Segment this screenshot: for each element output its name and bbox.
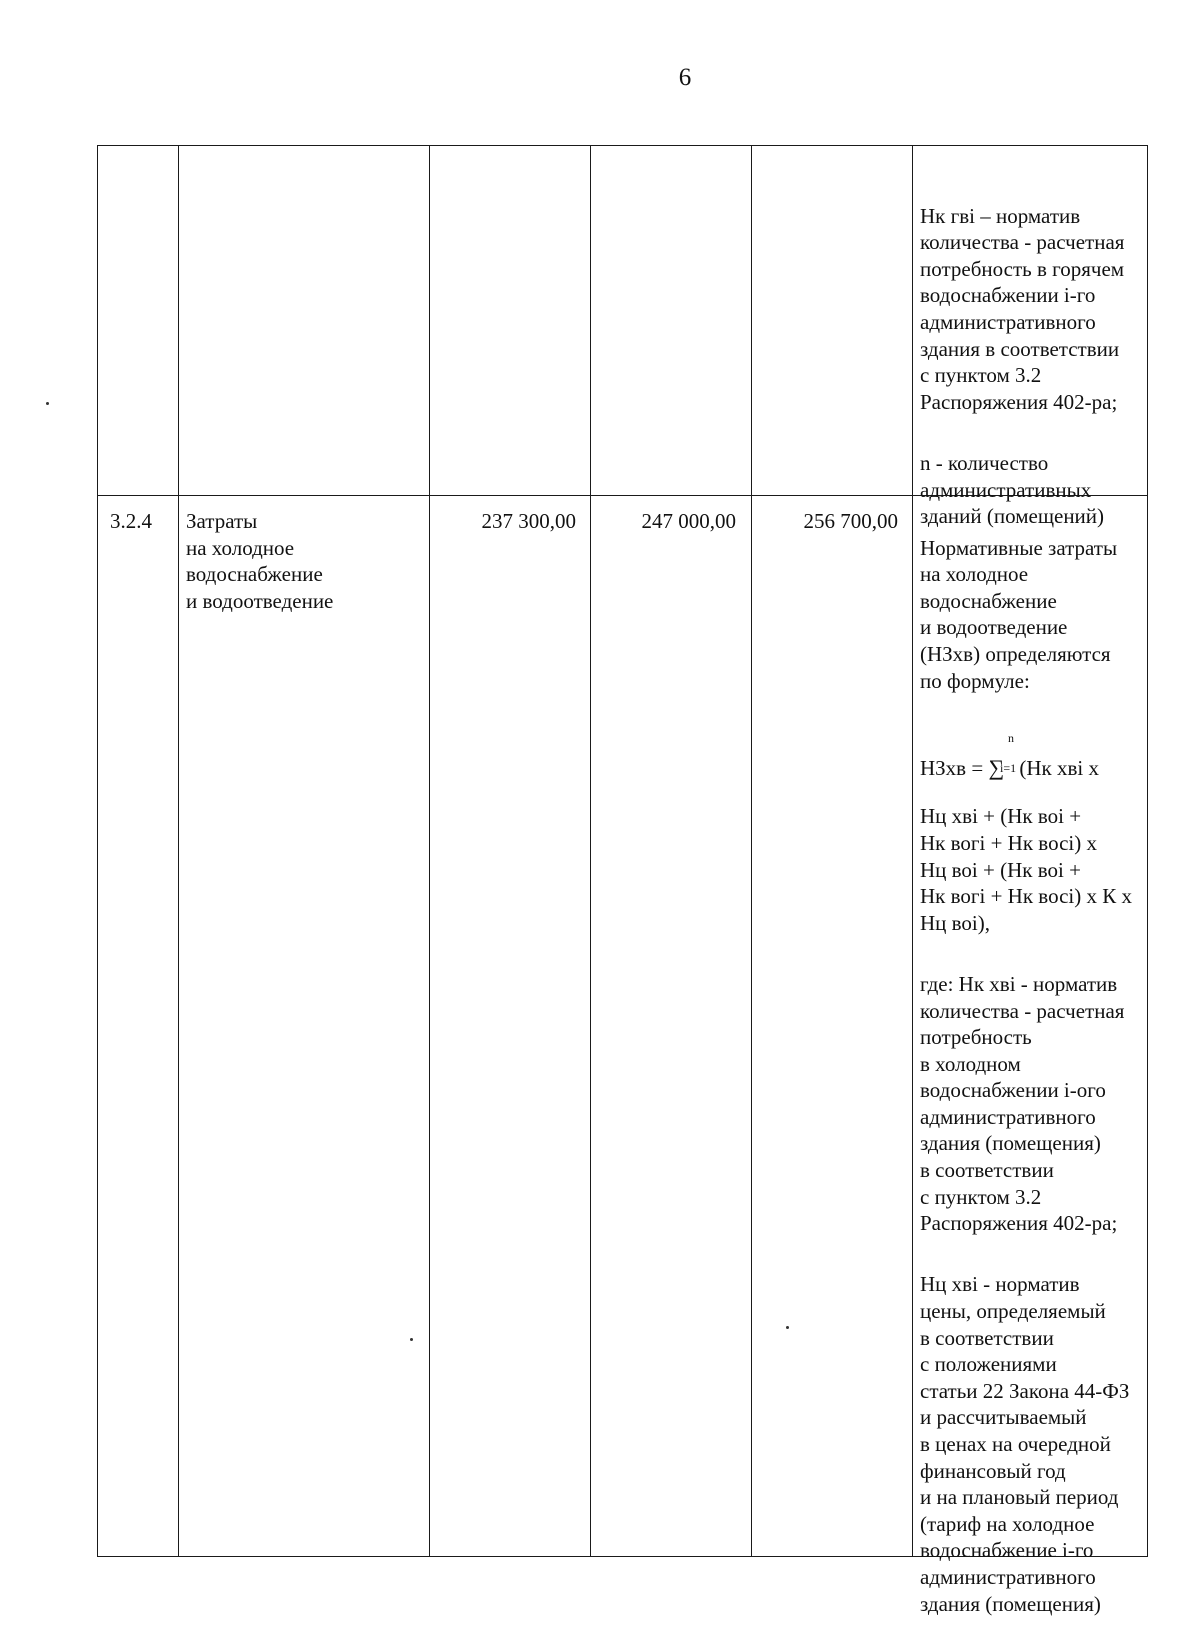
- formula-rhs: (Нк хві х: [1014, 756, 1100, 781]
- column-divider: [751, 146, 752, 1556]
- amount-year-2: 247 000,00: [641, 509, 736, 533]
- amount-year-1: 237 300,00: [481, 509, 576, 533]
- continued-description-cell: [920, 176, 1148, 564]
- formula: [920, 729, 1148, 781]
- formula-intro: Нормативные затраты на холодное водоснабжение и водоотведение (НЗхв) определяются по формуле:: [920, 535, 1118, 693]
- sum-upper-limit: n: [1008, 730, 1014, 745]
- budget-table: [97, 145, 1148, 1616]
- page-number: 6: [678, 64, 692, 91]
- description-paragraph: n - количество административных зданий (помещений): [920, 450, 1105, 529]
- row-code: 3.2.4: [110, 509, 152, 533]
- formula-continuation: Нц хві + (Нк воі + Нк вогі + Нк восі) х Нц воі + (Нк воі + Нк вогі + Нк восі) х К х Нц воі),: [920, 804, 1132, 935]
- formula-description-cell: [920, 508, 1148, 1652]
- price-definition: Нц хві - норматив цены, определяемый в соответствии с положениями статьи 22 Закона 44-ФЗ и рассчитываемый в ценах на очередной финансовый год и на плановый период (тариф на холодное водоснабжение і-го административного здания (помещения): [920, 1272, 1130, 1616]
- column-divider: [912, 146, 913, 1556]
- column-divider: [590, 146, 591, 1556]
- sum-symbol: ∑: [988, 755, 1005, 781]
- expense-name: Затраты на холодное водоснабжение и водоотведение: [186, 509, 334, 613]
- formula-lhs: НЗхв =: [920, 756, 989, 781]
- column-divider: [429, 146, 430, 1556]
- scan-speck: [46, 402, 49, 405]
- amount-year-3: 256 700,00: [803, 509, 898, 533]
- sum-lower-limit: i=1: [1000, 760, 1017, 775]
- where-definition: где: Нк хві - норматив количества - расчетная потребность в холодном водоснабжении і-ого административного здания (помещения) в соответствии с пунктом 3.2 Распоряжения 402-ра;: [920, 971, 1125, 1236]
- column-divider: [178, 146, 179, 1556]
- description-paragraph: Нк гві – норматив количества - расчетная потребность в горячем водоснабжении і-го административного здания в соответствии с пунктом 3.2 Распоряжения 402-ра;: [920, 203, 1125, 414]
